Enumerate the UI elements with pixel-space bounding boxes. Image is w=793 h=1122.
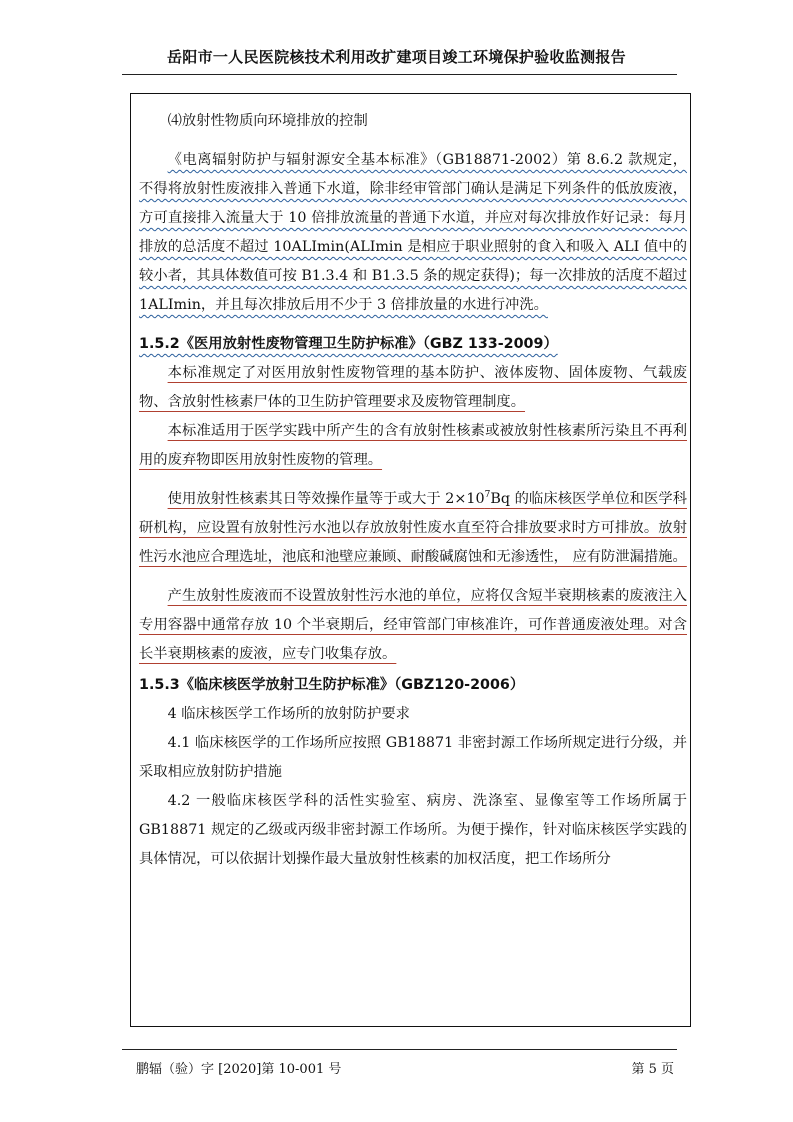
section-1-5-2-paragraph-4	[139, 582, 687, 669]
section-1-5-2-paragraph-1-text: 本标准规定了对医用放射性废物管理的基本防护、液体废物、固体废物、气载废物、含放射性核素尸体的卫生防护管理要求及废物管理制度。	[139, 365, 687, 410]
section-4-text: 《电离辐射防护与辐射源安全基本标准》（GB18871-2002）第 8.6.2 款规定， 不得将放射性废液排入普通下水道，除非经审管部门确认是满足下列条件的低放废液，方可直接排入流量大于 10 倍排放流量的普通下水道，并应对每次排放作好记录：每月排放的总活度不超过 10ALImin(ALImin 是相应于职业照射的食入和吸入 ALI 值中的较小者，其具体数值可按 B1.3.4 和 B1.3.5 条的规定获得)；每一次排放的活度不超过 1ALImin，并且每次排放后用不少于 3 倍排放量的水进行冲洗。	[139, 152, 687, 313]
section-1-5-2-paragraph-4-text: 产生放射性废液而不设置放射性污水池的单位，应将仅含短半衰期核素的废液注入专用容器中通常存放 10 个半衰期后，经审管部门审核准许，可作普通废液处理。对含长半衰期核素的废液，应专门收集存放。	[139, 588, 687, 662]
section-4-heading: ⑷放射性物质向环境排放的控制	[167, 113, 368, 129]
section-1-5-3-paragraph-1: 4 临床核医学工作场所的放射防护要求	[167, 706, 410, 722]
footer-rule	[122, 1049, 677, 1050]
report-header-title: 岳阳市一人民医院核技术利用改扩建项目竣工环境保护验收监测报告	[166, 48, 626, 66]
p3-part-a: 使用放射性核素其日等效操作量等于或大于 2×10	[167, 491, 485, 507]
section-1-5-2-paragraph-2	[139, 417, 687, 475]
section-1-5-3-heading: 1.5.3《临床核医学放射卫生防护标准》（GBZ120-2006）	[139, 677, 525, 693]
section-1-5-2-paragraph-3	[139, 485, 687, 572]
section-1-5-2-paragraph-1	[139, 359, 687, 417]
document-body	[139, 107, 687, 874]
section-1-5-3-paragraph-2: 4.1 临床核医学的工作场所应按照 GB18871 非密封源工作场所规定进行分级，并采取相应放射防护措施	[139, 735, 687, 780]
section-1-5-3-paragraph-3: 4.2 一般临床核医学科的活性实验室、病房、洗涤室、显像室等工作场所属于 GB18871 规定的乙级或丙级非密封源工作场所。为便于操作，针对临床核医学实践的具体情况，可以依据计划操作最大量放射性核素的加权活度，把工作场所分	[139, 793, 687, 867]
footer-document-number: 鹏辐（验）字 [2020]第 10-001 号	[136, 1062, 342, 1077]
section-1-5-2-heading	[139, 330, 687, 359]
section-1-5-2-heading-text: 1.5.2《医用放射性废物管理卫生防护标准》（GBZ 133-2009）	[139, 336, 558, 352]
exponent: 7	[484, 490, 491, 501]
section-4-paragraph	[139, 146, 687, 320]
header-rule	[122, 74, 677, 75]
section-1-5-2-paragraph-2-text: 本标准适用于医学实践中所产生的含有放射性核素或被放射性核素所污染且不再利用的废弃物即医用放射性废物的管理。	[139, 423, 687, 468]
p3-part-b: Bq 的临床核医学单位和医学科研机构，应设置有放射性污水池以存放放射性废水直至符合排放要求时方可排放。放射性污水池应合理选址，池底和池壁应兼顾、耐酸碱腐蚀和无渗透性， 应有防泄漏措施。	[139, 491, 687, 565]
footer-page-number: 第 5 页	[631, 1062, 674, 1077]
section-1-5-2-paragraph-3-text	[139, 491, 687, 565]
